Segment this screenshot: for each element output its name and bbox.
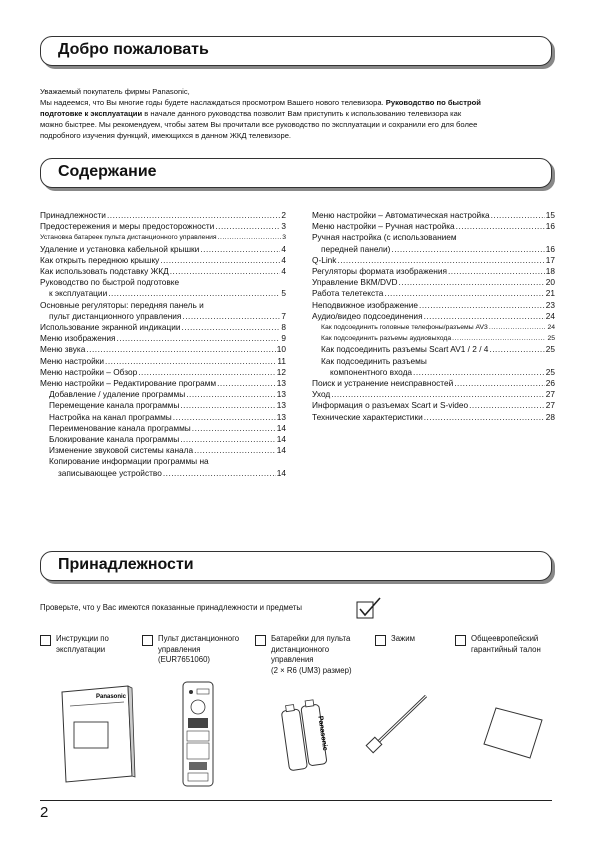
toc-entry-page: 18 bbox=[545, 266, 555, 277]
toc-leader-dots bbox=[391, 244, 544, 255]
toc-entry-page: 13 bbox=[276, 378, 286, 389]
toc-entry[interactable] bbox=[312, 322, 555, 333]
toc-entry[interactable] bbox=[312, 356, 555, 367]
toc-entry-title: Управление ВКМ/DVD bbox=[312, 277, 398, 288]
toc-entry-title: Уход bbox=[312, 389, 331, 400]
toc-entry[interactable] bbox=[40, 244, 286, 255]
toc-entry-page: 28 bbox=[545, 411, 555, 422]
toc-entry-title: Как подсоединить разъемы bbox=[321, 355, 427, 366]
toc-leader-dots bbox=[215, 221, 280, 232]
page-number: 2 bbox=[40, 804, 49, 821]
welcome-header bbox=[40, 36, 552, 66]
toc-entry[interactable] bbox=[312, 412, 555, 423]
toc-entry-page: 26 bbox=[545, 378, 555, 389]
toc-leader-dots bbox=[138, 367, 276, 378]
contents-header bbox=[40, 158, 552, 188]
footer-divider bbox=[40, 800, 552, 801]
toc-entry-title: Предостережения и меры предосторожности bbox=[40, 221, 215, 232]
toc-leader-dots bbox=[86, 344, 275, 355]
svg-text:Panasonic: Panasonic bbox=[316, 715, 329, 752]
toc-leader-dots bbox=[194, 445, 276, 456]
accessories-header bbox=[40, 551, 552, 581]
toc-entry-title: передней панели) bbox=[321, 243, 391, 254]
toc-leader-dots bbox=[173, 412, 276, 423]
toc-entry-page: 27 bbox=[545, 400, 555, 411]
toc-entry-page: 14 bbox=[276, 445, 286, 456]
toc-entry[interactable] bbox=[312, 232, 555, 243]
toc-leader-dots bbox=[163, 468, 276, 479]
checkbox-check-icon bbox=[356, 596, 382, 620]
toc-entry-page: 8 bbox=[281, 322, 286, 333]
contents-title: Содержание bbox=[58, 163, 157, 180]
toc-entry[interactable] bbox=[312, 378, 555, 389]
toc-entry[interactable] bbox=[312, 400, 555, 411]
toc-leader-dots bbox=[192, 423, 276, 434]
toc-entry[interactable] bbox=[312, 300, 555, 311]
toc-entry-page: 3 bbox=[282, 234, 286, 242]
toc-leader-dots bbox=[491, 210, 545, 221]
toc-entry-title: Как подсоединить головные телефоны/разъемы AV3 bbox=[321, 324, 488, 332]
toc-entry-title: Принадлежности bbox=[40, 210, 106, 220]
toc-entry-page: 5 bbox=[281, 288, 286, 299]
toc-entry-title: Информация о разъемах Scart и S-video bbox=[312, 400, 469, 411]
clamp-image bbox=[364, 690, 434, 760]
welcome-greeting: Уважаемый покупатель фирмы Panasonic, bbox=[40, 87, 190, 96]
toc-entry[interactable] bbox=[40, 423, 286, 434]
toc-entry-title: Использование экранной индикации bbox=[40, 322, 181, 333]
toc-entry[interactable] bbox=[40, 221, 286, 232]
toc-leader-dots bbox=[182, 322, 281, 333]
toc-leader-dots bbox=[399, 277, 545, 288]
toc-entry[interactable] bbox=[40, 389, 286, 400]
toc-entry[interactable] bbox=[312, 277, 555, 288]
toc-entry-page: 11 bbox=[277, 355, 286, 366]
toc-entry-title: Меню настройки – Ручная настройка bbox=[312, 221, 455, 232]
toc-entry-page: 15 bbox=[545, 210, 555, 220]
toc-entry-page: 4 bbox=[281, 254, 286, 265]
toc-entry-page: 24 bbox=[547, 324, 555, 332]
accessory-checkbox[interactable] bbox=[142, 635, 153, 646]
toc-entry-page: 4 bbox=[281, 243, 286, 254]
toc-entry[interactable] bbox=[40, 210, 286, 221]
toc-entry-title: Добавление / удаление программы bbox=[49, 389, 186, 400]
toc-entry[interactable] bbox=[40, 400, 286, 411]
toc-entry-page: 12 bbox=[276, 366, 286, 377]
toc-entry-title: Изменение звуковой системы канала bbox=[49, 445, 194, 456]
accessory-checkbox[interactable] bbox=[255, 635, 266, 646]
toc-leader-dots bbox=[456, 221, 545, 232]
toc-entry-page: 2 bbox=[281, 210, 286, 220]
toc-entry[interactable] bbox=[312, 266, 555, 277]
toc-entry-title: Установка батареек пульта дистанционного управления bbox=[40, 234, 217, 242]
toc-leader-dots bbox=[424, 412, 545, 423]
accessory-checkbox[interactable] bbox=[40, 635, 51, 646]
warranty-card-image bbox=[480, 706, 546, 760]
toc-leader-dots bbox=[469, 400, 545, 411]
toc-entry-title: Технические характеристики bbox=[312, 411, 423, 422]
toc-leader-dots bbox=[489, 344, 544, 355]
welcome-title: Добро пожаловать bbox=[58, 41, 209, 58]
toc-entry-title: Настройка на канал программы bbox=[49, 411, 172, 422]
toc-entry-page: 14 bbox=[276, 467, 286, 478]
toc-entry[interactable] bbox=[312, 344, 555, 355]
toc-entry[interactable] bbox=[40, 277, 286, 288]
toc-entry[interactable] bbox=[40, 255, 286, 266]
toc-entry[interactable] bbox=[40, 468, 286, 479]
toc-entry[interactable] bbox=[312, 221, 555, 232]
svg-text:Panasonic: Panasonic bbox=[96, 694, 127, 700]
toc-entry-page: 10 bbox=[276, 344, 286, 355]
accessory-checkbox[interactable] bbox=[375, 635, 386, 646]
toc-entry-title: Меню настройки bbox=[40, 355, 105, 366]
toc-entry-title: Неподвижное изображение bbox=[312, 299, 419, 310]
remote-control-image bbox=[180, 680, 216, 788]
toc-entry[interactable] bbox=[312, 210, 555, 221]
toc-entry-title: Основные регуляторы: передняя панель и bbox=[40, 299, 204, 310]
toc-entry[interactable] bbox=[312, 389, 555, 400]
toc-entry-page: 14 bbox=[276, 434, 286, 445]
toc-entry-page: 16 bbox=[545, 221, 555, 232]
welcome-paragraph: Мы надеемся, что Вы многие годы будете наслаждаться просмотром Вашего нового телевизора. Руководство по быстрой подготовке к эксплуатации в начале данного руководства позволит Вам приступить к использованию телевизора как можно быстрее. Мы рекомендуем, чтобы затем Вы прочитали все руководство по эксплуатации и сохранили его для более подробного изучения функций, имеющихся в данном ЖКД телевизоре. bbox=[40, 98, 481, 140]
toc-leader-dots bbox=[217, 378, 276, 389]
toc-entry-page: 13 bbox=[276, 400, 286, 411]
accessory-checkbox[interactable] bbox=[455, 635, 466, 646]
toc-leader-dots bbox=[108, 288, 280, 299]
toc-entry[interactable] bbox=[312, 255, 555, 266]
toc-entry-title: Поиск и устранение неисправностей bbox=[312, 378, 454, 389]
toc-entry[interactable] bbox=[40, 266, 286, 277]
toc-leader-dots bbox=[384, 288, 544, 299]
toc-entry-title: Меню настройки – Редактирование программ bbox=[40, 378, 217, 389]
toc-entry-title: Ручная настройка (с использованием bbox=[312, 232, 457, 243]
toc-entry[interactable] bbox=[40, 232, 286, 243]
toc-leader-dots bbox=[160, 255, 280, 266]
toc-entry[interactable] bbox=[312, 244, 555, 255]
toc-leader-dots bbox=[107, 210, 280, 221]
toc-entry-page: 21 bbox=[545, 288, 555, 299]
toc-entry-title: Блокирование канала программы bbox=[49, 434, 180, 445]
toc-entry-title: к эксплуатации bbox=[49, 288, 108, 299]
toc-entry[interactable] bbox=[312, 288, 555, 299]
toc-entry-page: 25 bbox=[545, 344, 555, 355]
toc-entry-page: 17 bbox=[545, 254, 555, 265]
toc-entry-title: Меню звука bbox=[40, 344, 86, 355]
toc-entry-title: Как подсоединить разъемы аудиовыхода bbox=[321, 335, 452, 343]
toc-entry-page: 23 bbox=[545, 299, 555, 310]
toc-leader-dots bbox=[413, 367, 545, 378]
toc-entry-title: Перемещение канала программы bbox=[49, 400, 180, 411]
toc-entry-title: Q-Link bbox=[312, 254, 337, 265]
toc-entry-page: 13 bbox=[276, 411, 286, 422]
toc-entry-page: 20 bbox=[545, 277, 555, 288]
toc-entry-page: 27 bbox=[545, 389, 555, 400]
toc-entry-title: Копирование информации программы на bbox=[49, 456, 209, 467]
toc-leader-dots bbox=[182, 311, 280, 322]
toc-leader-dots bbox=[452, 333, 546, 344]
toc-entry[interactable] bbox=[40, 356, 286, 367]
toc-entry[interactable] bbox=[40, 445, 286, 456]
toc-entry-page: 3 bbox=[281, 221, 286, 232]
toc-leader-dots bbox=[170, 266, 281, 277]
batteries-image bbox=[279, 696, 335, 774]
toc-right-column bbox=[312, 210, 555, 423]
toc-entry-title: Работа телетекста bbox=[312, 288, 384, 299]
toc-leader-dots bbox=[424, 311, 545, 322]
toc-entry[interactable] bbox=[40, 322, 286, 333]
toc-entry-page: 24 bbox=[545, 310, 555, 321]
toc-entry-title: Аудио/видео подсоединения bbox=[312, 310, 423, 321]
toc-entry-title: Удаление и установка кабельной крышки bbox=[40, 243, 200, 254]
toc-entry[interactable] bbox=[312, 333, 555, 344]
toc-leader-dots bbox=[186, 389, 276, 400]
toc-entry-title: Как использовать подставку ЖКД bbox=[40, 266, 169, 277]
toc-entry[interactable] bbox=[40, 344, 286, 355]
toc-entry[interactable] bbox=[40, 367, 286, 378]
toc-leader-dots bbox=[200, 244, 280, 255]
toc-entry-title: Переименование канала программы bbox=[49, 422, 191, 433]
toc-entry-title: пульт дистанционного управления bbox=[49, 310, 182, 321]
toc-entry-title: Как открыть переднюю крышку bbox=[40, 254, 160, 265]
toc-entry-page: 13 bbox=[276, 389, 286, 400]
toc-entry[interactable] bbox=[40, 412, 286, 423]
toc-leader-dots bbox=[180, 400, 275, 411]
toc-entry[interactable] bbox=[40, 434, 286, 445]
toc-entry-page: 14 bbox=[276, 422, 286, 433]
toc-leader-dots bbox=[331, 389, 545, 400]
toc-entry[interactable] bbox=[40, 288, 286, 299]
toc-entry-title: Регуляторы формата изображения bbox=[312, 266, 447, 277]
toc-entry-title: Как подсоединить разъемы Scart AV1 / 2 / 4 bbox=[321, 344, 489, 355]
toc-leader-dots bbox=[489, 322, 547, 333]
toc-entry-title: Меню настройки – Обзор bbox=[40, 366, 138, 377]
toc-entry[interactable] bbox=[40, 311, 286, 322]
toc-entry[interactable] bbox=[40, 456, 286, 467]
toc-entry-page: 25 bbox=[545, 366, 555, 377]
welcome-text bbox=[40, 86, 555, 141]
toc-entry-title: Меню изображения bbox=[40, 333, 116, 344]
toc-entry-page: 7 bbox=[281, 310, 286, 321]
toc-entry[interactable] bbox=[40, 333, 286, 344]
toc-entry[interactable] bbox=[312, 311, 555, 322]
toc-leader-dots bbox=[419, 300, 545, 311]
toc-leader-dots bbox=[337, 255, 544, 266]
accessories-check-text: Проверьте, что у Вас имеются показанные принадлежности и предметы bbox=[40, 603, 302, 612]
toc-entry-page: 25 bbox=[547, 335, 555, 343]
toc-left-column bbox=[40, 210, 286, 479]
toc-leader-dots bbox=[180, 434, 276, 445]
toc-entry-title: записывающее устройство bbox=[58, 467, 162, 478]
toc-entry-page: 4 bbox=[281, 266, 286, 277]
toc-entry[interactable] bbox=[40, 378, 286, 389]
instruction-manual-image bbox=[58, 684, 136, 784]
toc-leader-dots bbox=[448, 266, 545, 277]
toc-entry-title: Меню настройки – Автоматическая настройка bbox=[312, 210, 490, 220]
toc-leader-dots bbox=[454, 378, 545, 389]
toc-entry[interactable] bbox=[312, 367, 555, 378]
toc-entry-page: 9 bbox=[281, 333, 286, 344]
toc-entry-title: Руководство по быстрой подготовке bbox=[40, 277, 180, 288]
toc-leader-dots bbox=[218, 232, 282, 243]
toc-leader-dots bbox=[117, 333, 281, 344]
toc-entry[interactable] bbox=[40, 300, 286, 311]
toc-entry-page: 16 bbox=[545, 243, 555, 254]
accessories-title: Принадлежности bbox=[58, 556, 194, 573]
toc-leader-dots bbox=[105, 356, 276, 367]
toc-entry-title: компонентного входа bbox=[330, 366, 413, 377]
